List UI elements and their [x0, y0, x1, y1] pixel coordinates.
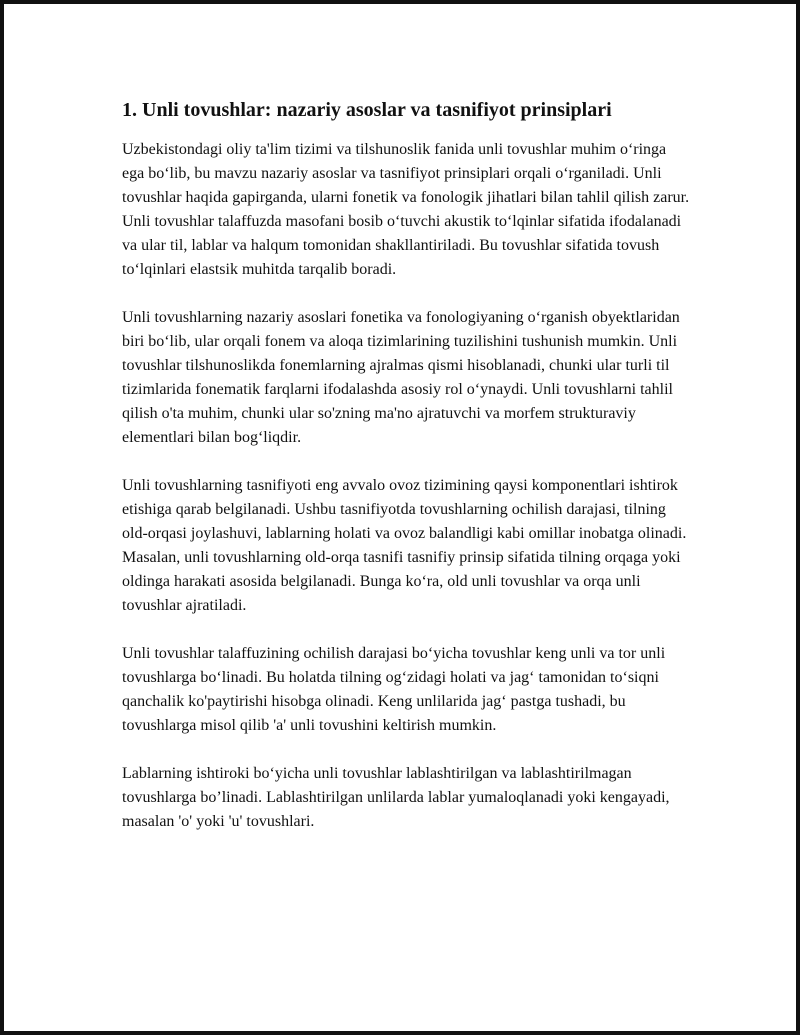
paragraph-3: Unli tovushlarning tasnifiyoti eng avvalo ovoz tizimining qaysi komponentlari ishtirok etishiga qarab belgilanadi. Ushbu tasnifiyotda tovushlarning ochilish darajasi, tilning old-orqasi joylashuvi, lablarning holati va ovoz balandligi kabi omillar inobatga olinadi. Masalan, unli tovushlarning old-orqa tasnifi tasnifiy prinsip sifatida tilning orqaga yoki oldinga harakati asosida belgilanadi. Bunga ko‘ra, old unli tovushlar va orqa unli tovushlar ajratiladi.: [122, 477, 687, 614]
paragraph-2: Unli tovushlarning nazariy asoslari fonetika va fonologiyaning o‘rganish obyektlaridan biri bo‘lib, ular orqali fonem va aloqa tizimlarining tuzilishini tushunish mumkin. Unli tovushlar tilshunoslikda fonemlarning ajralmas qismi hisoblanadi, chunki ular turli til tizimlarida fonematik farqlarni ifodalashda asosiy rol o‘ynaydi. Unli tovushlarni tahlil qilish o'ta muhim, chunki ular so'zning ma'no ajratuvchi va morfem strukturaviy elementlari bilan bog‘liqdir.: [122, 309, 680, 446]
section-title: 1. Unli tovushlar: nazariy asoslar va tasnifiyot prinsiplari: [122, 99, 612, 121]
document-body: [122, 96, 692, 834]
paragraph-1: Uzbekistondagi oliy ta'lim tizimi va tilshunoslik fanida unli tovushlar muhim o‘ringa ega bo‘lib, bu mavzu nazariy asoslar va tasnifiyot prinsiplari orqali o‘rganiladi. Unli tovushlar haqida gapirganda, ularni fonetik va fonologik jihatlari bilan tahlil qilish zarur. Unli tovushlar talaffuzda masofani bosib o‘tuvchi akustik to‘lqinlar sifatida ifodalanadi va ular til, lablar va halqum tomonidan shakllantiriladi. Bu tovushlar sifatida tovush to‘lqinlari elastsik muhitda tarqalib boradi.: [122, 141, 690, 278]
paragraph-4: Unli tovushlar talaffuzining ochilish darajasi bo‘yicha tovushlar keng unli va tor unli tovushlarga bo‘linadi. Bu holatda tilning og‘zidagi holati va jag‘ tamonidan to‘siqni qanchalik ko'paytirishi hisobga olinadi. Keng unlilarida jag‘ pastga tushadi, bu tovushlarga misol qilib 'a' unli tovushini keltirish mumkin.: [122, 645, 666, 734]
paragraph-5: Lablarning ishtiroki bo‘yicha unli tovushlar lablashtirilgan va lablashtirilmagan tovushlarga bo’linadi. Lablashtirilgan unlilarda lablar yumaloqlanadi yoki kengayadi, masalan 'o' yoki 'u' tovushlari.: [122, 765, 670, 830]
